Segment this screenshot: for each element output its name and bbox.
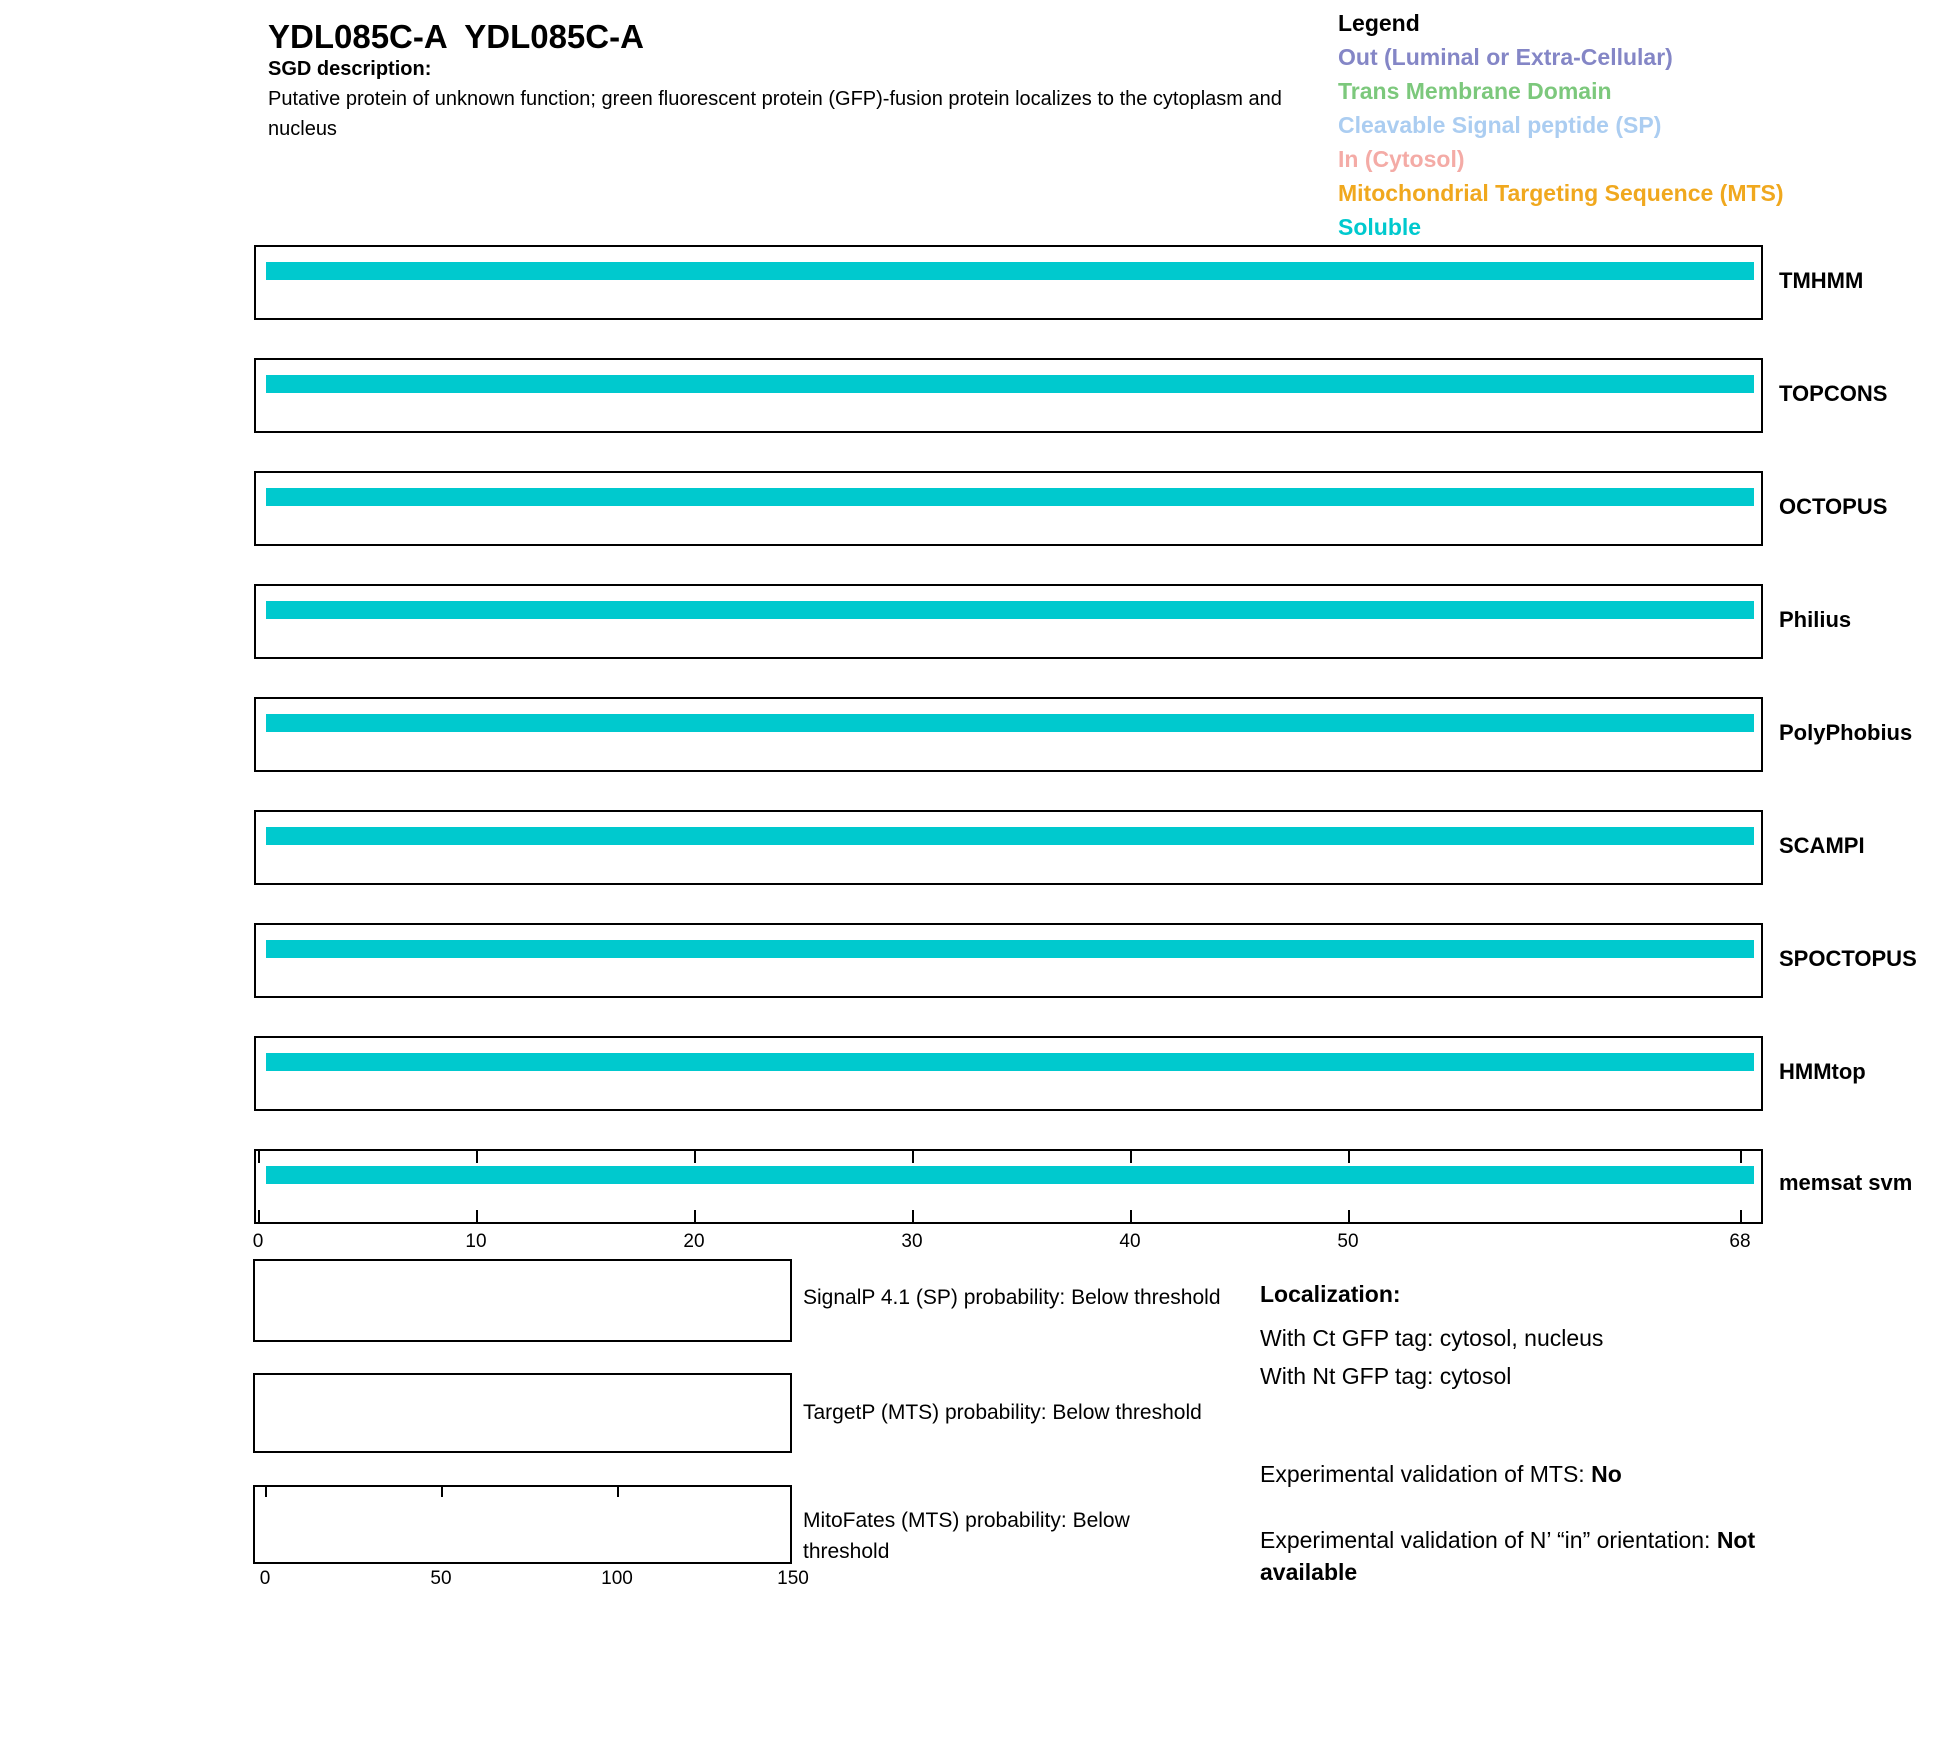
track-label-topcons: TOPCONS <box>1779 381 1888 406</box>
track-box-hmmtop <box>254 1036 1763 1111</box>
axis-tick <box>476 1151 478 1163</box>
soluble-segment-bar <box>266 1166 1754 1184</box>
soluble-segment-bar <box>266 488 1754 506</box>
track-label-hmmtop: HMMtop <box>1779 1059 1866 1084</box>
legend-item-transmembrane: Trans Membrane Domain <box>1338 78 1612 104</box>
soluble-segment-bar <box>266 375 1754 393</box>
localization-title: Localization: <box>1260 1281 1401 1307</box>
axis-tick <box>258 1151 260 1163</box>
soluble-segment-bar <box>266 714 1754 732</box>
signalp-plot-label: SignalP 4.1 (SP) probability: Below threshold <box>803 1286 1221 1309</box>
axis-tick <box>258 1210 260 1222</box>
legend-item-mts: Mitochondrial Targeting Sequence (MTS) <box>1338 180 1784 206</box>
track-box-polyphobius <box>254 697 1763 772</box>
axis-tick-label: 20 <box>683 1231 705 1252</box>
mts-validation-line <box>1260 1458 1622 1490</box>
orientation-validation-value: Not available <box>1260 1527 1756 1585</box>
axis-tick <box>912 1151 914 1163</box>
localization-nt-line: With Nt GFP tag: cytosol <box>1260 1363 1512 1389</box>
axis-tick <box>1348 1210 1350 1222</box>
track-box-spoctopus <box>254 923 1763 998</box>
localization-ct-line: With Ct GFP tag: cytosol, nucleus <box>1260 1325 1604 1351</box>
track-label-scampi: SCAMPI <box>1779 833 1865 858</box>
mts-validation-value: No <box>1591 1461 1622 1487</box>
track-label-polyphobius: PolyPhobius <box>1779 720 1913 745</box>
track-label-memsat-svm: memsat svm <box>1779 1170 1913 1195</box>
track-label-spoctopus: SPOCTOPUS <box>1779 946 1917 971</box>
axis-tick-label: 40 <box>1119 1231 1141 1252</box>
axis-tick-label: 10 <box>465 1231 487 1252</box>
track-label-philius: Philius <box>1779 607 1852 632</box>
soluble-segment-bar <box>266 262 1754 280</box>
track-box-octopus <box>254 471 1763 546</box>
legend <box>1338 6 1784 244</box>
track-box-philius <box>254 584 1763 659</box>
soluble-segment-bar <box>266 827 1754 845</box>
axis-tick <box>1740 1151 1742 1163</box>
soluble-segment-bar <box>266 1053 1754 1071</box>
page-title: YDL085C-A YDL085C-A <box>268 18 644 55</box>
mitofates-plot-label: MitoFates (MTS) probability: Below threshold <box>803 1509 1130 1563</box>
legend-item-out: Out (Luminal or Extra-Cellular) <box>1338 44 1673 70</box>
axis-tick <box>476 1210 478 1222</box>
axis-tick <box>1348 1151 1350 1163</box>
signalp-plot-box <box>253 1259 792 1342</box>
axis-tick <box>694 1151 696 1163</box>
mitofates-plot-box <box>253 1485 792 1564</box>
axis-tick-label: 50 <box>430 1568 452 1589</box>
targetp-plot-label: TargetP (MTS) probability: Below threshold <box>803 1401 1202 1424</box>
track-label-octopus: OCTOPUS <box>1779 494 1888 519</box>
legend-title: Legend <box>1338 10 1420 36</box>
legend-item-signal-peptide: Cleavable Signal peptide (SP) <box>1338 112 1662 138</box>
sgd-description-text: Putative protein of unknown function; green fluorescent protein (GFP)-fusion protein localizes to the cytoplasm and nucleus <box>268 88 1282 140</box>
axis-tick <box>1130 1151 1132 1163</box>
axis-tick-label: 150 <box>777 1568 809 1589</box>
axis-tick <box>912 1210 914 1222</box>
orientation-validation-label: Experimental validation of N’ “in” orientation: <box>1260 1527 1717 1553</box>
soluble-segment-bar <box>266 601 1754 619</box>
legend-item-in-cytosol: In (Cytosol) <box>1338 146 1465 172</box>
axis-tick-label: 0 <box>252 1231 264 1252</box>
axis-tick <box>617 1487 619 1497</box>
axis-tick <box>1740 1210 1742 1222</box>
axis-tick <box>1130 1210 1132 1222</box>
axis-tick-label: 100 <box>601 1568 633 1589</box>
track-label-tmhmm: TMHMM <box>1779 268 1864 293</box>
axis-tick <box>441 1487 443 1497</box>
axis-tick <box>265 1487 267 1497</box>
track-box-topcons <box>254 358 1763 433</box>
axis-tick-label: 50 <box>1337 1231 1359 1252</box>
track-box-tmhmm <box>254 245 1763 320</box>
axis-tick-label: 68 <box>1729 1231 1751 1252</box>
mts-validation-label: Experimental validation of MTS: <box>1260 1461 1592 1487</box>
targetp-plot-box <box>253 1373 792 1453</box>
axis-tick-label: 30 <box>901 1231 923 1252</box>
soluble-segment-bar <box>266 940 1754 958</box>
track-box-scampi <box>254 810 1763 885</box>
legend-item-soluble: Soluble <box>1338 214 1422 240</box>
axis-tick-label: 0 <box>259 1568 271 1589</box>
track-box-memsat-svm <box>254 1149 1763 1224</box>
orientation-validation-line <box>1260 1524 1818 1588</box>
sgd-description-label: SGD description: <box>268 58 432 80</box>
axis-tick <box>694 1210 696 1222</box>
